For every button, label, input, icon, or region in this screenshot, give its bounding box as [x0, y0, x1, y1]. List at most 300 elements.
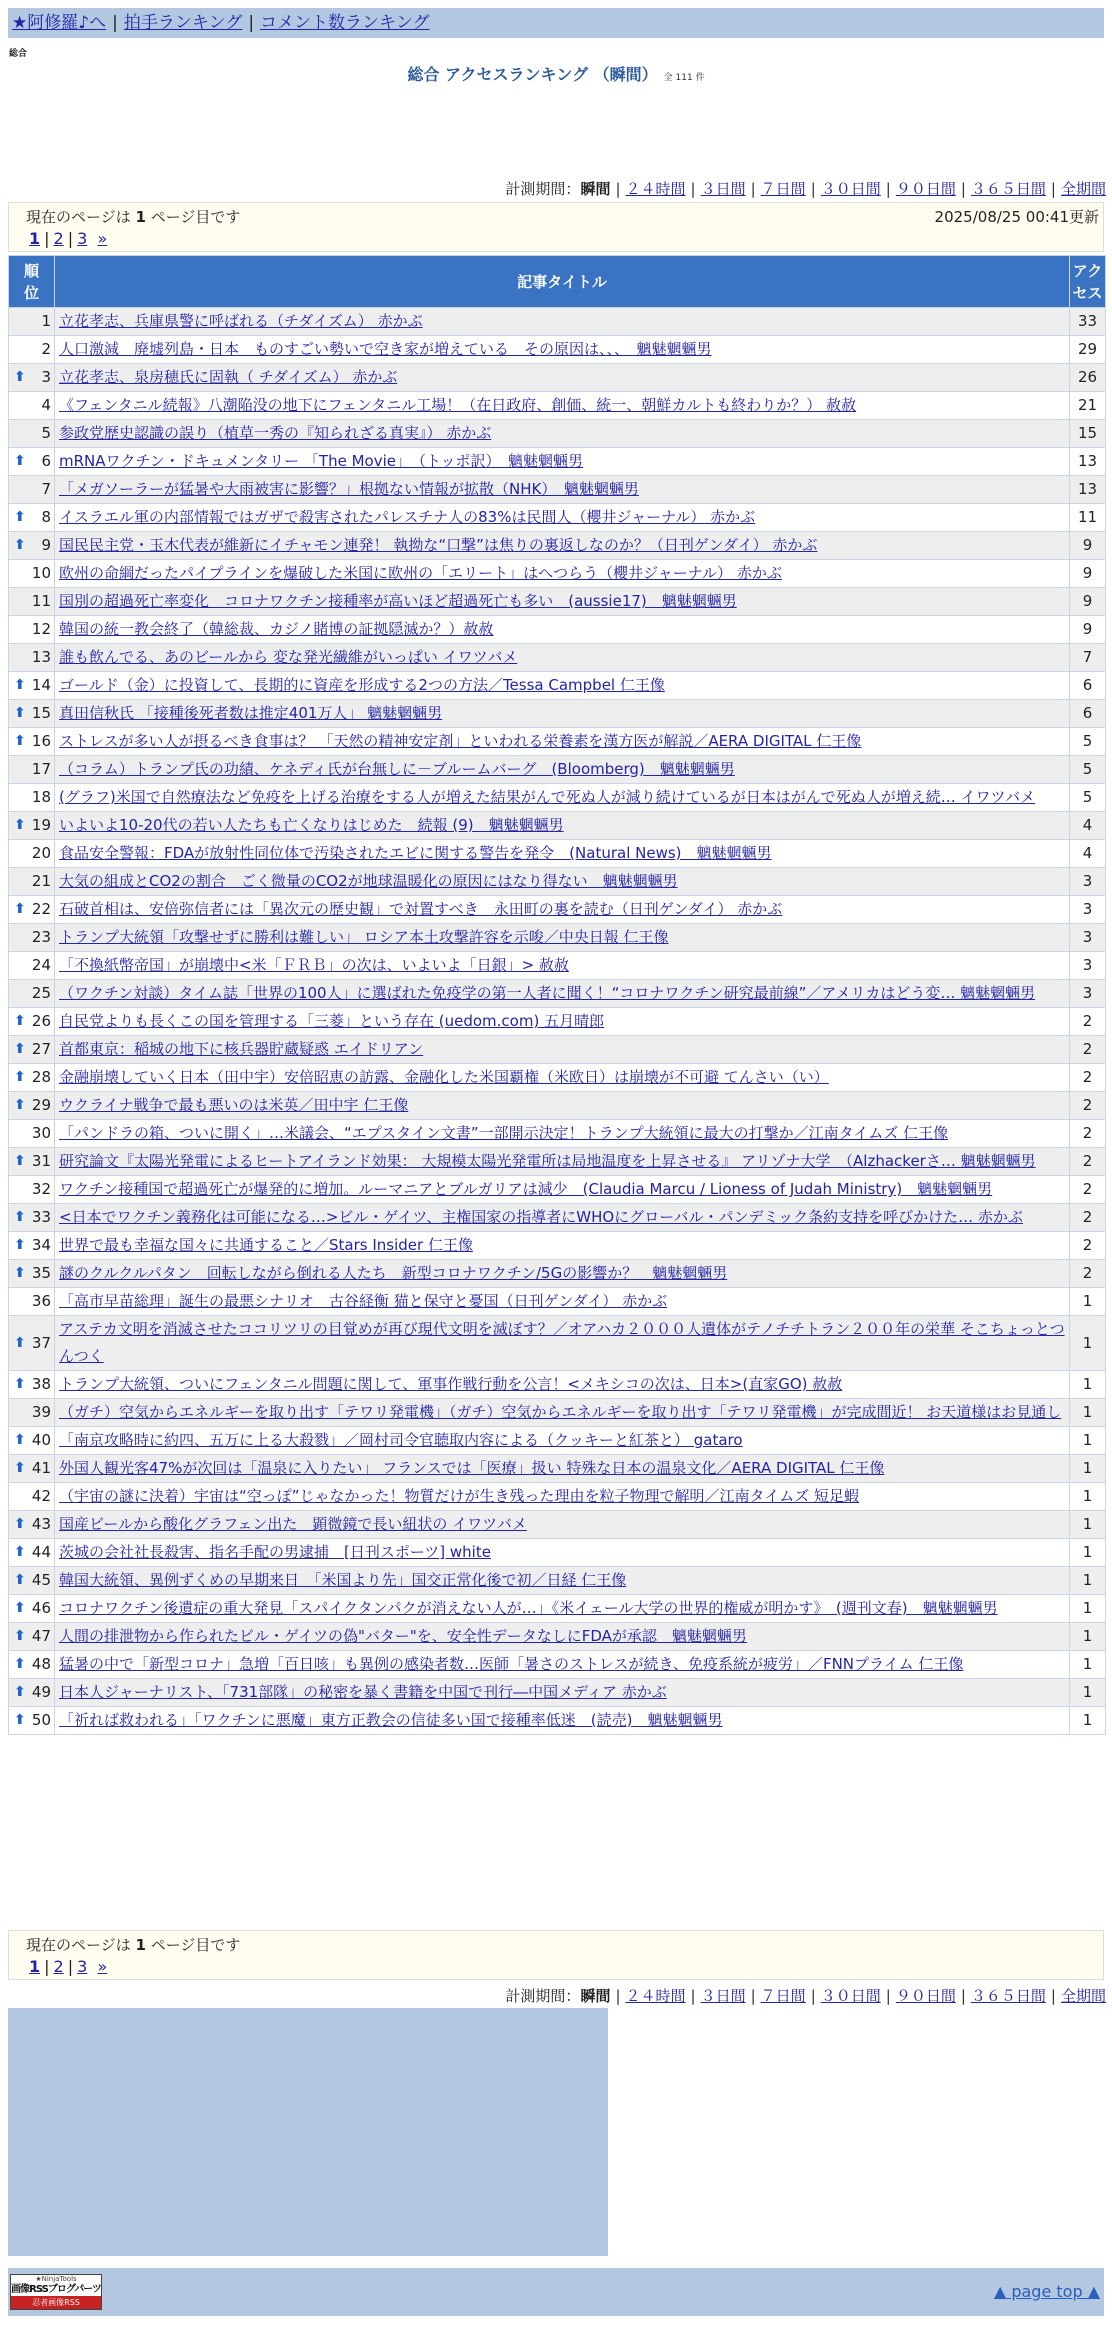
header-title: 記事タイトル: [55, 256, 1070, 308]
access-count: 9: [1070, 588, 1106, 616]
period-separator: |: [960, 180, 966, 198]
rank-number: 37: [31, 1333, 51, 1352]
rank-number: 29: [31, 1096, 51, 1114]
title-cell: [55, 980, 1070, 1008]
table-row: [9, 1148, 1106, 1176]
period-separator: |: [750, 1987, 756, 2005]
rank-cell: [9, 588, 55, 616]
nav-link-comment-ranking[interactable]: コメント数ランキング: [260, 13, 430, 33]
period-separator: |: [885, 180, 891, 198]
table-row: [9, 336, 1106, 364]
article-link[interactable]: 国民民主党・玉木代表が維新にイチャモン連発！ 執拗な“口撃”は焦りの裏返しなのか？（日刊ゲンダイ） 赤かぶ: [59, 536, 818, 554]
access-count: 9: [1070, 616, 1106, 644]
table-row: [9, 1232, 1106, 1260]
rank-cell: [9, 1092, 55, 1120]
rank-up-arrow-icon: ⬆: [14, 1572, 26, 1588]
article-link[interactable]: 立花孝志、泉房穂氏に固執（ チダイズム） 赤かぶ: [59, 368, 398, 386]
table-row: [9, 700, 1106, 728]
table-row: [9, 1595, 1106, 1623]
access-count: 2: [1070, 1036, 1106, 1064]
table-row: [9, 476, 1106, 504]
article-link[interactable]: ゴールド（金）に投資して、長期的に資産を形成する2つの方法／Tessa Campbel 仁王像: [59, 676, 665, 694]
period-option-1[interactable]: ３日間: [700, 180, 746, 198]
rank-number: 33: [31, 1208, 51, 1226]
rank-cell: [9, 1399, 55, 1427]
article-link[interactable]: 日本人ジャーナリスト、「731部隊」の秘密を暴く書籍を中国で刊行―中国メディア 赤かぶ: [59, 1683, 667, 1701]
table-row: [9, 1707, 1106, 1735]
table-row: [9, 756, 1106, 784]
pager-page-3[interactable]: 3: [77, 229, 88, 248]
title-cell: [55, 812, 1070, 840]
rank-up-arrow-icon: ⬆: [14, 1544, 26, 1560]
title-cell: [55, 1036, 1070, 1064]
access-count: 2: [1070, 1120, 1106, 1148]
access-count: 1: [1070, 1707, 1106, 1735]
title-cell: [55, 756, 1070, 784]
title-cell: [55, 420, 1070, 448]
period-current: 瞬間: [580, 180, 611, 198]
period-option-1[interactable]: ３日間: [700, 1987, 746, 2005]
article-link[interactable]: 人口激減 廃墟列島・日本 ものすごい勢いで空き家が増えている その原因は、、、 魑魅魍魎男: [59, 340, 712, 358]
table-row: [9, 980, 1106, 1008]
article-link[interactable]: 外国人観光客47%が次回は「温泉に入りたい」 フランスでは「医療」扱い 特殊な日本の温泉文化／AERA DIGITAL 仁王像: [59, 1459, 885, 1477]
title-cell: [55, 1148, 1070, 1176]
rank-number: 30: [31, 1124, 51, 1142]
access-count: 4: [1070, 812, 1106, 840]
table-row: [9, 1427, 1106, 1455]
rank-number: 41: [31, 1459, 51, 1477]
table-row: [9, 868, 1106, 896]
rank-number: 49: [31, 1683, 51, 1701]
access-count: 26: [1070, 364, 1106, 392]
article-link[interactable]: アステカ文明を消滅させたココリツリの目覚めが再び現代文明を滅ぼす？／オアハカ２０００人遺体がテノチチトラン２００年の栄華 そこちょっとつんつく: [59, 1320, 1065, 1365]
period-separator: |: [960, 1987, 966, 2005]
pager-page-1[interactable]: 1: [29, 229, 41, 248]
period-option-5[interactable]: ３６５日間: [970, 180, 1046, 198]
access-count: 13: [1070, 448, 1106, 476]
rank-number: 22: [31, 900, 51, 918]
rank-number: 50: [31, 1711, 51, 1729]
rank-up-arrow-icon: ⬆: [14, 369, 26, 385]
rank-up-arrow-icon: ⬆: [14, 1334, 26, 1351]
table-row: [9, 532, 1106, 560]
article-link[interactable]: 欧州の命綱だったパイプラインを爆破した米国に欧州の「エリート」はへつらう（櫻井ジャーナル） 赤かぶ: [59, 564, 782, 582]
article-link[interactable]: 国別の超過死亡率変化 コロナワクチン接種率が高いほど超過死亡も多い (aussie17) 魑魅魍魎男: [59, 592, 737, 610]
table-row: [9, 1008, 1106, 1036]
access-count: 1: [1070, 1623, 1106, 1651]
access-count: 3: [1070, 952, 1106, 980]
article-link[interactable]: 謎のクルクルパタン 回転しながら倒れる人たち 新型コロナワクチン/5Gの影響か？ 魑魅魍魎男: [59, 1264, 728, 1282]
access-count: 15: [1070, 420, 1106, 448]
title-cell: [55, 560, 1070, 588]
rank-cell: [9, 1707, 55, 1735]
rank-number: 39: [31, 1403, 51, 1421]
rank-cell: [9, 1064, 55, 1092]
period-option-3[interactable]: ３０日間: [820, 1987, 881, 2005]
rank-up-arrow-icon: ⬆: [14, 509, 26, 525]
table-row: [9, 588, 1106, 616]
title-cell: [55, 644, 1070, 672]
rank-cell: [9, 728, 55, 756]
access-count: 2: [1070, 1176, 1106, 1204]
table-row: [9, 1092, 1106, 1120]
rank-up-arrow-icon: ⬆: [14, 1460, 26, 1476]
period-separator: |: [1050, 180, 1056, 198]
rank-cell: [9, 1511, 55, 1539]
article-link[interactable]: （コラム）トランプ氏の功績、ケネディ氏が台無しに－ブルームバーグ (Bloomberg) 魑魅魍魎男: [59, 760, 735, 778]
article-link[interactable]: 金融崩壊していく日本（田中宇）安倍昭恵の訪露、金融化した米国覇権（米欧日）は崩壊が不可避 てんさい（い）: [59, 1068, 829, 1086]
rank-up-arrow-icon: ⬆: [14, 1097, 26, 1113]
rank-up-arrow-icon: ⬆: [14, 733, 26, 749]
rank-number: 1: [41, 312, 51, 330]
rank-number: 16: [31, 732, 51, 750]
rank-cell: [9, 1679, 55, 1707]
rank-number: 2: [41, 340, 51, 358]
table-row: [9, 1483, 1106, 1511]
rank-up-arrow-icon: ⬆: [14, 1628, 26, 1644]
period-separator: |: [885, 1987, 891, 2005]
title-cell: [55, 1064, 1070, 1092]
table-row: [9, 1204, 1106, 1232]
article-link[interactable]: 猛暑の中で「新型コロナ」急増「百日咳」も異例の感染者数…医師「暑さのストレスが続き、免疫系統が疲労」／FNNプライム 仁王像: [59, 1655, 964, 1673]
article-link[interactable]: 世界で最も幸福な国々に共通すること／Stars Insider 仁王像: [59, 1236, 473, 1254]
rank-cell: [9, 1008, 55, 1036]
article-link[interactable]: 茨城の会社社長殺害、指名手配の男逮捕 [日刊スポーツ] white: [59, 1543, 491, 1561]
rank-number: 23: [31, 928, 51, 946]
access-count: 3: [1070, 924, 1106, 952]
rank-cell: [9, 448, 55, 476]
rank-cell: [9, 868, 55, 896]
access-count: 33: [1070, 308, 1106, 336]
rank-cell: [9, 1455, 55, 1483]
rank-number: 40: [31, 1431, 51, 1449]
access-count: 1: [1070, 1651, 1106, 1679]
period-option-4[interactable]: ９０日間: [895, 180, 956, 198]
rank-up-arrow-icon: ⬆: [14, 1376, 26, 1392]
article-link[interactable]: 「祈れば救われる」「ワクチンに悪魔」東方正教会の信徒多い国で接種率低迷 (読売) 魑魅魍魎男: [59, 1711, 723, 1729]
rank-cell: [9, 812, 55, 840]
period-option-6[interactable]: 全期間: [1060, 180, 1106, 198]
period-current: 瞬間: [580, 1987, 611, 2005]
table-row: [9, 924, 1106, 952]
pager-page-3[interactable]: 3: [77, 1957, 88, 1976]
rank-up-arrow-icon: ⬆: [14, 677, 26, 693]
article-link[interactable]: イスラエル軍の内部情報ではガザで殺害されたパレスチナ人の83%は民間人（櫻井ジャーナル） 赤かぶ: [59, 508, 756, 526]
pager-page-2[interactable]: 2: [53, 1957, 64, 1976]
period-option-6[interactable]: 全期間: [1060, 1987, 1106, 2005]
rank-cell: [9, 1036, 55, 1064]
rank-number: 43: [31, 1515, 51, 1533]
rank-number: 3: [41, 368, 51, 386]
article-link[interactable]: （ワクチン対談）タイム誌「世界の100人」に選ばれた免疫学の第一人者に聞く！“コロナワクチン研究最前線”／アメリカはどう変… 魑魅魍魎男: [59, 984, 1036, 1002]
title-cell: [55, 1511, 1070, 1539]
table-row: [9, 392, 1106, 420]
rank-cell: [9, 364, 55, 392]
access-count: 1: [1070, 1483, 1106, 1511]
rank-number: 48: [31, 1655, 51, 1673]
rank-number: 12: [31, 620, 51, 638]
rank-number: 46: [31, 1599, 51, 1617]
rank-cell: [9, 784, 55, 812]
period-option-5[interactable]: ３６５日間: [970, 1987, 1046, 2005]
article-link[interactable]: <日本でワクチン義務化は可能になる…>ビル・ゲイツ、主権国家の指導者にWHOにグローバル・パンデミック条約支持を呼びかけた… 赤かぶ: [59, 1208, 1023, 1226]
article-link[interactable]: 国産ビールから酸化グラフェン出た 顕微鏡で長い紐状の イワツバメ: [59, 1515, 527, 1533]
table-row: [9, 420, 1106, 448]
rank-number: 19: [31, 816, 51, 834]
rank-cell: [9, 336, 55, 364]
title-cell: [55, 392, 1070, 420]
rank-number: 9: [41, 536, 51, 554]
rank-cell: [9, 476, 55, 504]
page-title: [0, 62, 1112, 85]
rank-number: 26: [31, 1012, 51, 1030]
rank-number: 27: [31, 1040, 51, 1058]
access-count: 29: [1070, 336, 1106, 364]
rank-cell: [9, 1427, 55, 1455]
page-info-top: [8, 202, 1104, 252]
article-link[interactable]: ウクライナ戦争で最も悪いのは米英／田中宇 仁王像: [59, 1096, 409, 1114]
article-link[interactable]: 「メガソーラーが猛暑や大雨被害に影響？」根拠ない情報が拡散（NHK） 魑魅魍魎男: [59, 480, 639, 498]
access-count: 5: [1070, 728, 1106, 756]
title-cell: [55, 308, 1070, 336]
title-cell: [55, 336, 1070, 364]
rank-up-arrow-icon: ⬆: [14, 537, 26, 553]
title-cell: [55, 532, 1070, 560]
access-count: 2: [1070, 1148, 1106, 1176]
access-count: 1: [1070, 1679, 1106, 1707]
rank-number: 35: [31, 1264, 51, 1282]
period-option-2[interactable]: ７日間: [760, 1987, 806, 2005]
rank-number: 21: [31, 872, 51, 890]
article-link[interactable]: トランプ大統領「攻撃せずに勝利は難しい」 ロシア本土攻撃許容を示唆／中央日報 仁王像: [59, 928, 669, 946]
rank-up-arrow-icon: ⬆: [14, 817, 26, 833]
article-link[interactable]: 真田信秋氏 「接種後死者数は推定401万人」 魑魅魍魎男: [59, 704, 443, 722]
table-row: [9, 1539, 1106, 1567]
period-separator: |: [615, 180, 621, 198]
access-count: 1: [1070, 1371, 1106, 1399]
nav-link-ashura[interactable]: ★阿修羅♪へ: [12, 13, 107, 33]
article-link[interactable]: トランプ大統領、ついにフェンタニル問題に関して、軍事作戦行動を公言！<メキシコの次は、日本>(直家GO) 赦赦: [59, 1375, 843, 1393]
page-top-link[interactable]: ▲ page top ▲: [993, 2282, 1100, 2301]
title-cell: [55, 1092, 1070, 1120]
article-link[interactable]: 韓国の統一教会終了（韓総裁、カジノ賭博の証拠隠滅か？）赦赦: [59, 620, 494, 638]
period-selector-top: [505, 178, 1106, 199]
rank-number: 8: [41, 508, 51, 526]
rank-up-arrow-icon: ⬆: [14, 1209, 26, 1225]
rank-cell: [9, 560, 55, 588]
rank-number: 44: [31, 1543, 51, 1561]
rank-number: 31: [31, 1152, 51, 1170]
rank-cell: [9, 980, 55, 1008]
article-link[interactable]: （ガチ）空気からエネルギーを取り出す「テワリ発電機」（ガチ）空気からエネルギーを取り出す「テワリ発電機」が完成間近！ お天道様はお見通し: [59, 1403, 1062, 1421]
period-separator: |: [1050, 1987, 1056, 2005]
access-count: 13: [1070, 476, 1106, 504]
rank-number: 42: [31, 1487, 51, 1505]
table-row: [9, 812, 1106, 840]
table-row: [9, 308, 1106, 336]
top-nav: [8, 8, 1104, 38]
access-count: 21: [1070, 392, 1106, 420]
title-cell: [55, 1595, 1070, 1623]
period-separator: |: [690, 1987, 696, 2005]
pager-page-2[interactable]: 2: [53, 229, 64, 248]
article-link[interactable]: 研究論文『太陽光発電によるヒートアイランド効果： 大規模太陽光発電所は局地温度を上昇させる』 アリゾナ大学 （Alzhackerさ… 魑魅魍魎男: [59, 1152, 1036, 1170]
rank-number: 5: [41, 424, 51, 442]
article-link[interactable]: 首都東京：稲城の地下に核兵器貯蔵疑惑 エイドリアン: [59, 1040, 424, 1058]
rank-cell: [9, 1232, 55, 1260]
period-option-0[interactable]: ２４時間: [625, 180, 686, 198]
rank-number: 45: [31, 1571, 51, 1589]
rank-cell: [9, 1651, 55, 1679]
rank-up-arrow-icon: ⬆: [14, 1712, 26, 1728]
rank-number: 15: [31, 704, 51, 722]
title-cell: [55, 504, 1070, 532]
article-link[interactable]: 誰も飲んでる、あのビールから 変な発光繊維がいっぱい イワツバメ: [59, 648, 518, 666]
table-row: [9, 1371, 1106, 1399]
table-row: [9, 784, 1106, 812]
period-option-3[interactable]: ３０日間: [820, 180, 881, 198]
title-cell: [55, 616, 1070, 644]
article-link[interactable]: 自民党よりも長くこの国を管理する「三菱」という存在 (uedom.com) 五月晴郎: [59, 1012, 605, 1030]
article-link[interactable]: コロナワクチン後遺症の重大発見「スパイクタンパクが消えない人が…」《米イェール大学の世界的権威が明かす》 (週刊文春) 魑魅魍魎男: [59, 1599, 998, 1617]
rank-number: 6: [41, 452, 51, 470]
page-title-text: 総合 アクセスランキング （瞬間）: [407, 65, 658, 84]
table-row: [9, 1316, 1106, 1371]
access-count: 2: [1070, 1008, 1106, 1036]
title-cell: [55, 1651, 1070, 1679]
article-link[interactable]: 人間の排泄物から作られたビル・ゲイツの偽"バター"を、安全性データなしにFDAが承認 魑魅魍魎男: [59, 1627, 747, 1645]
rank-cell: [9, 1371, 55, 1399]
pager-next[interactable]: »: [97, 1957, 108, 1976]
table-row: [9, 1511, 1106, 1539]
rank-number: 24: [31, 956, 51, 974]
article-link[interactable]: （宇宙の謎に決着）宇宙は“空っぽ”じゃなかった！物質だけが生き残った理由を粒子物理で解明／江南タイムズ 短足蝦: [59, 1487, 860, 1505]
table-row: [9, 1455, 1106, 1483]
rank-up-arrow-icon: ⬆: [14, 1069, 26, 1085]
title-cell: [55, 1316, 1070, 1371]
page-info-bottom: [8, 1930, 1104, 1980]
rank-up-arrow-icon: ⬆: [14, 453, 26, 469]
ad-placeholder: [8, 2008, 608, 2256]
access-count: 2: [1070, 1204, 1106, 1232]
article-link[interactable]: 「不換紙幣帝国」が崩壊中<米「ＦＲＢ」の次は、いよいよ「日銀」> 赦赦: [59, 956, 569, 974]
table-row: [9, 1623, 1106, 1651]
rank-number: 17: [31, 760, 51, 778]
table-row: [9, 672, 1106, 700]
rank-number: 20: [31, 844, 51, 862]
rank-cell: [9, 1120, 55, 1148]
rank-up-arrow-icon: ⬆: [14, 901, 26, 917]
access-count: 1: [1070, 1288, 1106, 1316]
article-link[interactable]: (グラフ)米国で自然療法など免疫を上げる治療をする人が増えた結果がんで死ぬ人が減り続けているが日本はがんで死ぬ人が増え続… イワツバメ: [59, 788, 1036, 806]
rank-number: 10: [31, 564, 51, 582]
article-link[interactable]: 大気の組成とCO2の割合 ごく微量のCO2が地球温暖化の原因にはなり得ない 魑魅魍魎男: [59, 872, 678, 890]
rank-cell: [9, 504, 55, 532]
article-link[interactable]: 参政党歴史認識の誤り（植草一秀の『知られざる真実』） 赤かぶ: [59, 424, 492, 442]
article-link[interactable]: 食品安全警報：FDAが放射性同位体で汚染されたエビに関する警告を発令 (Natural News) 魑魅魍魎男: [59, 844, 772, 862]
access-count: 9: [1070, 532, 1106, 560]
article-link[interactable]: mRNAワクチン・ドキュメンタリー 「The Movie」 （トッポ訳） 魑魅魍魎男: [59, 452, 584, 470]
rank-cell: [9, 644, 55, 672]
ninja-rss-logo[interactable]: ★NinjaTools 画像RSSブログパーツ 忍者画像RSS: [10, 2274, 102, 2310]
article-link[interactable]: ワクチン接種国で超過死亡が爆発的に増加。ルーマニアとブルガリアは減少 (Claudia Marcu / Lioness of Judah Ministry) 魑魅魍魎男: [59, 1180, 993, 1198]
access-count: 3: [1070, 896, 1106, 924]
article-link[interactable]: いよいよ10-20代の若い人たちも亡くなりはじめた 続報 (9) 魑魅魍魎男: [59, 816, 564, 834]
rank-cell: [9, 1567, 55, 1595]
rank-cell: [9, 924, 55, 952]
rank-up-arrow-icon: ⬆: [14, 1600, 26, 1616]
period-option-2[interactable]: ７日間: [760, 180, 806, 198]
article-link[interactable]: 「南京攻略時に約四、五万に上る大殺戮」／岡村司令官聴取内容による（クッキーと紅茶と） gataro: [59, 1431, 743, 1449]
title-cell: [55, 1176, 1070, 1204]
period-separator: |: [810, 180, 816, 198]
access-count: 1: [1070, 1539, 1106, 1567]
table-row: [9, 1120, 1106, 1148]
period-option-4[interactable]: ９０日間: [895, 1987, 956, 2005]
title-cell: [55, 896, 1070, 924]
rank-up-arrow-icon: ⬆: [14, 1265, 26, 1281]
article-link[interactable]: 石破首相は、安倍弥信者には「異次元の歴史観」で対置すべき 永田町の裏を読む（日刊ゲンダイ） 赤かぶ: [59, 900, 783, 918]
table-row: [9, 952, 1106, 980]
nav-separator: |: [248, 13, 255, 33]
rank-number: 36: [31, 1292, 51, 1310]
rank-up-arrow-icon: ⬆: [14, 1041, 26, 1057]
title-cell: [55, 1707, 1070, 1735]
access-count: 9: [1070, 560, 1106, 588]
rank-up-arrow-icon: ⬆: [14, 1237, 26, 1253]
pager-top: 1 | 2 | 3 »: [29, 229, 108, 248]
access-count: 7: [1070, 644, 1106, 672]
period-separator: |: [690, 180, 696, 198]
rank-cell: [9, 532, 55, 560]
period-separator: |: [750, 180, 756, 198]
period-option-0[interactable]: ２４時間: [625, 1987, 686, 2005]
rank-up-arrow-icon: ⬆: [14, 1516, 26, 1532]
period-separator: |: [615, 1987, 621, 2005]
title-cell: [55, 1008, 1070, 1036]
article-link[interactable]: ストレスが多い人が摂るべき食事は？ 「天然の精神安定剤」といわれる栄養素を漢方医が解説／AERA DIGITAL 仁王像: [59, 732, 862, 750]
nav-link-applause-ranking[interactable]: 拍手ランキング: [123, 13, 243, 33]
rank-cell: [9, 420, 55, 448]
rank-number: 14: [31, 676, 51, 694]
access-count: 2: [1070, 1260, 1106, 1288]
article-link[interactable]: 立花孝志、兵庫県警に呼ばれる（チダイズム） 赤かぶ: [59, 312, 423, 330]
access-count: 1: [1070, 1567, 1106, 1595]
rank-number: 28: [31, 1068, 51, 1086]
table-row: [9, 728, 1106, 756]
rank-cell: [9, 840, 55, 868]
pager-next[interactable]: »: [97, 229, 108, 248]
article-link[interactable]: 「パンドラの箱、ついに開く」…米議会、“エプスタイン文書”一部開示決定！トランプ大統領に最大の打撃か／江南タイムズ 仁王像: [59, 1124, 949, 1142]
table-row: [9, 1064, 1106, 1092]
rank-cell: [9, 700, 55, 728]
rank-up-arrow-icon: ⬆: [14, 1684, 26, 1700]
table-row: [9, 504, 1106, 532]
rank-cell: [9, 1483, 55, 1511]
access-count: 11: [1070, 504, 1106, 532]
ranking-table: [8, 255, 1106, 1735]
rank-cell: [9, 756, 55, 784]
article-link[interactable]: 韓国大統領、異例ずくめの早期来日 「米国より先」国交正常化後で初／日経 仁王像: [59, 1571, 627, 1589]
title-cell: [55, 840, 1070, 868]
pager-page-1[interactable]: 1: [29, 1957, 41, 1976]
access-count: 1: [1070, 1595, 1106, 1623]
article-link[interactable]: 「高市早苗総理」誕生の最悪シナリオ 古谷経衡 猫と保守と憂国（日刊ゲンダイ） 赤かぶ: [59, 1292, 668, 1310]
article-link[interactable]: 《フェンタニル続報》八潮陥没の地下にフェンタニル工場！（在日政府、創価、統一、朝鮮カルトも終わりか？） 赦赦: [59, 396, 857, 414]
table-row: [9, 560, 1106, 588]
title-cell: [55, 728, 1070, 756]
title-cell: [55, 1232, 1070, 1260]
